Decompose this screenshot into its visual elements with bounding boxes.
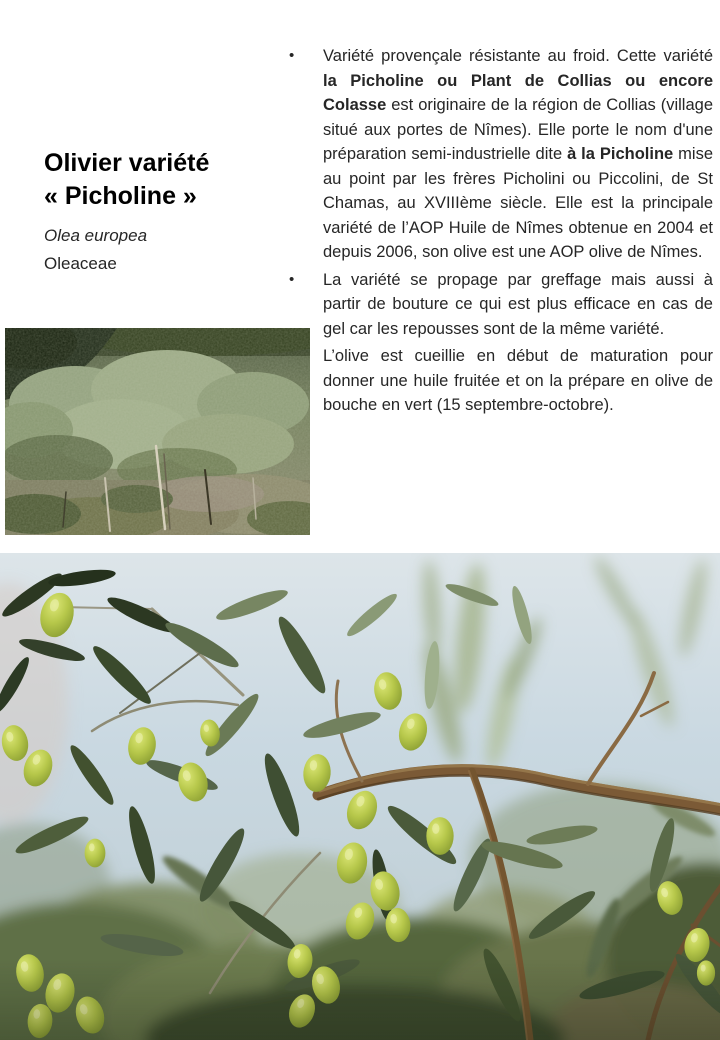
bullet-text-1 — [323, 44, 713, 265]
bullet-marker — [282, 344, 323, 418]
text-segment: Variété provençale résistante au froid. Cette variété — [323, 47, 713, 65]
text-segment-bold: à la Picholine — [567, 145, 674, 163]
page-title — [44, 147, 284, 213]
bullet-item — [282, 344, 713, 418]
bullet-marker: • — [289, 270, 295, 288]
title-line-2: « Picholine » — [44, 182, 197, 210]
bottom-vignette — [0, 960, 720, 1040]
bullet-text-2 — [323, 268, 713, 342]
bullet-item — [282, 268, 713, 342]
description-bullets — [282, 44, 713, 421]
species-name: Olea europea — [44, 226, 148, 245]
bullet-text-3 — [323, 344, 713, 418]
text-segment: L’olive est cueillie en début de maturation pour donner une huile fruitée et on la prépare en olive de bouche en vert (15 septembre-octobre). — [323, 347, 713, 414]
title-line-1: Olivier variété — [44, 149, 210, 177]
text-segment: est originaire de la région de Collias (village situé aux portes de Nîmes). Elle porte le nom d'une préparation semi-industrielle dite — [323, 96, 713, 163]
olive-branch-photo — [0, 553, 720, 1040]
olive-branch-art — [0, 553, 720, 1040]
olive-grove-art — [5, 328, 310, 535]
bullet-marker: • — [289, 47, 295, 64]
text-segment: La variété se propage par greffage mais aussi à partir de bouture ce qui est plus efficace en cas de gel car les repousses sont de la même variété. — [323, 270, 713, 338]
family-name: Oleaceae — [44, 254, 117, 273]
grove-texture — [5, 328, 310, 535]
text-segment-bold: la Picholine ou Plant de Collias ou encore Colasse — [323, 71, 713, 114]
bullet-item — [282, 44, 713, 265]
text-segment: mise au point par les frères Picholini ou Piccolini, de St Chamas, au XVIIIème siècle. Elle est la principale variété de l’AOP Huile de Nîmes obtenue en 2004 et depuis 2006, son olive est une AOP olive de Nîmes. — [323, 145, 713, 261]
title-block — [44, 147, 284, 275]
olive-grove-photo — [5, 328, 310, 535]
